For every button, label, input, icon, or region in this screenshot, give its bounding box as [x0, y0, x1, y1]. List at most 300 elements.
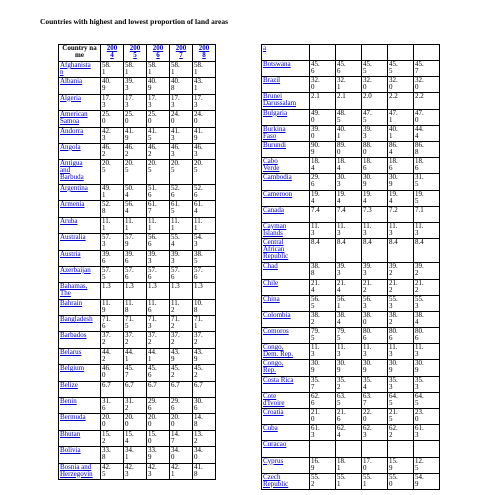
- value-cell: 1.3: [170, 283, 193, 299]
- country-cell[interactable]: [262, 222, 310, 238]
- table-row: [59, 62, 216, 78]
- value-cell: 20. 5: [124, 160, 147, 185]
- country-cell[interactable]: [262, 360, 310, 376]
- country-cell[interactable]: [59, 143, 101, 159]
- value-cell: 20. 0: [101, 414, 124, 430]
- value-cell: 32. 0: [310, 77, 336, 93]
- country-link[interactable]: Belgium: [60, 364, 85, 373]
- value-cell: 42. 3: [124, 463, 147, 479]
- table-row: [59, 234, 216, 250]
- value-cell: 40. 1: [336, 125, 362, 141]
- value-cell: 11. 3: [414, 344, 440, 360]
- value-cell: 23. 0: [414, 409, 440, 425]
- country-cell[interactable]: [59, 201, 101, 217]
- value-cell: 56. 1: [336, 295, 362, 311]
- year-link[interactable]: 200 6: [152, 44, 164, 59]
- value-cell: 19. 4: [388, 190, 414, 206]
- country-link[interactable]: Cote d'Ivoire: [263, 392, 285, 407]
- value-cell: 21. 2: [388, 279, 414, 295]
- country-cell[interactable]: [262, 279, 310, 295]
- value-cell: 47. 1: [388, 109, 414, 125]
- value-cell: 35. 4: [362, 376, 388, 392]
- country-cell[interactable]: [262, 174, 310, 190]
- country-link[interactable]: Burkina Faso: [263, 125, 286, 140]
- country-link[interactable]: Aruba: [60, 217, 78, 225]
- value-cell: 13. 2: [193, 430, 216, 446]
- table-row: [262, 409, 440, 425]
- value-cell: 80. 6: [362, 328, 388, 344]
- value-cell: 11. 1: [147, 217, 170, 233]
- value-cell: 46. 3: [193, 143, 216, 159]
- value-cell: 90. 9: [310, 141, 336, 157]
- country-link[interactable]: Austria: [60, 250, 81, 258]
- value-cell: 44. 2: [101, 348, 124, 364]
- value-cell: 11. 3: [310, 344, 336, 360]
- value-cell: 16. 9: [310, 457, 336, 473]
- country-cell[interactable]: [59, 250, 101, 266]
- country-link[interactable]: Bolivia: [60, 446, 81, 455]
- country-link[interactable]: Congo, Dem. Rep.: [263, 343, 294, 359]
- value-cell: 7.3: [362, 206, 388, 222]
- table-row: [59, 463, 216, 479]
- table-row: [59, 143, 216, 159]
- table-row: [59, 299, 216, 315]
- table-row: [59, 160, 216, 185]
- value-cell: 40. 1: [388, 125, 414, 141]
- value-cell: 35. 7: [310, 376, 336, 392]
- value-cell: 39. 2: [388, 263, 414, 279]
- value-cell: 32. 0: [388, 77, 414, 93]
- table-row: [59, 111, 216, 127]
- country-link[interactable]: Algeria: [60, 94, 81, 102]
- country-link[interactable]: Azerbaijan: [60, 266, 91, 274]
- value-cell: 10. 8: [193, 299, 216, 315]
- year-link[interactable]: 200 8: [198, 44, 210, 59]
- value-cell: 21. 2: [362, 279, 388, 295]
- country-cell[interactable]: [262, 61, 310, 77]
- table-row: [262, 239, 440, 263]
- value-cell: 35. 2: [336, 376, 362, 392]
- table-row: [59, 283, 216, 299]
- table-row: [59, 266, 216, 282]
- country-link[interactable]: Curacao: [263, 440, 287, 449]
- value-cell: 50. 4: [124, 184, 147, 200]
- country-link[interactable]: Burundi: [263, 141, 286, 149]
- country-link[interactable]: Argentina: [60, 184, 88, 192]
- country-cell[interactable]: [59, 316, 101, 332]
- country-cell[interactable]: [262, 328, 310, 344]
- table-row: [59, 447, 216, 463]
- value-cell: 8.4: [414, 239, 440, 263]
- country-link[interactable]: Brunei Darussalam: [263, 92, 297, 108]
- country-cell[interactable]: [59, 365, 101, 381]
- table-row: [59, 365, 216, 381]
- value-cell: 39. 6: [124, 250, 147, 266]
- country-cell[interactable]: [262, 441, 310, 457]
- country-link[interactable]: Bosnia and Herzegovin: [60, 463, 93, 478]
- table-row: [262, 473, 440, 489]
- country-link[interactable]: Comoros: [263, 327, 289, 336]
- country-cell[interactable]: [59, 414, 101, 430]
- header-cell-text[interactable]: a: [263, 44, 267, 52]
- header-cell: [336, 45, 362, 61]
- country-link[interactable]: Costa Rica: [263, 376, 294, 384]
- value-cell: 89. 0: [336, 141, 362, 157]
- country-cell[interactable]: [262, 392, 310, 408]
- value-cell: 14. 7: [170, 430, 193, 446]
- country-cell[interactable]: [262, 93, 310, 109]
- value-cell: 42. 1: [170, 463, 193, 479]
- country-link[interactable]: Cabo Verde: [263, 157, 280, 173]
- value-cell: 57. 5: [101, 266, 124, 282]
- country-link[interactable]: Colombia: [263, 311, 291, 319]
- country-link[interactable]: Bhutan: [60, 430, 81, 438]
- value-cell: 7.4: [310, 206, 336, 222]
- country-link[interactable]: China: [263, 295, 280, 303]
- value-cell: 29. 6: [147, 398, 170, 414]
- table-row: [262, 328, 440, 344]
- value-cell: 55. 3: [388, 295, 414, 311]
- country-link[interactable]: Angola: [60, 143, 81, 151]
- value-cell: 48. 5: [336, 109, 362, 125]
- country-link[interactable]: Antigua and Barbuda: [60, 159, 84, 182]
- value-cell: 20. 5: [101, 160, 124, 185]
- value-cell: 63. 5: [336, 392, 362, 408]
- value-cell: 39. 3: [362, 263, 388, 279]
- country-cell[interactable]: [262, 409, 310, 425]
- value-cell: 7.4: [336, 206, 362, 222]
- value-cell: 31. 5: [414, 174, 440, 190]
- table-row: [262, 376, 440, 392]
- value-cell: 18. 4: [336, 158, 362, 174]
- value-cell: 21. 4: [310, 279, 336, 295]
- country-cell[interactable]: [59, 283, 101, 299]
- value-cell: 61. 7: [147, 201, 170, 217]
- value-cell: 80. 6: [414, 328, 440, 344]
- value-cell: 11. 3: [388, 222, 414, 238]
- year-link[interactable]: 200 5: [129, 44, 141, 59]
- table-row: [59, 348, 216, 364]
- value-cell: 79. 5: [310, 328, 336, 344]
- country-link[interactable]: American Samoa: [60, 110, 88, 126]
- value-cell: 47. 5: [362, 109, 388, 125]
- country-cell[interactable]: [262, 473, 310, 489]
- country-link[interactable]: Benin: [60, 397, 77, 406]
- value-cell: 71. 1: [193, 316, 216, 332]
- value-cell: 45. 2: [170, 365, 193, 381]
- table-row: [59, 78, 216, 94]
- value-cell: 21. 0: [310, 409, 336, 425]
- value-cell: 19. 5: [414, 190, 440, 206]
- country-cell[interactable]: [262, 158, 310, 174]
- value-cell: 61. 3: [310, 425, 336, 441]
- value-cell: 15. 4: [124, 430, 147, 446]
- table-row: [59, 398, 216, 414]
- country-link[interactable]: Chile: [263, 279, 279, 287]
- country-cell[interactable]: [262, 206, 310, 222]
- value-cell: 46. 3: [170, 143, 193, 159]
- country-link[interactable]: Bahrain: [60, 299, 83, 307]
- country-link[interactable]: Australia: [60, 233, 86, 242]
- country-cell[interactable]: [262, 141, 310, 157]
- value-cell: 11. 1: [101, 217, 124, 233]
- country-cell[interactable]: [262, 263, 310, 279]
- country-cell[interactable]: [262, 125, 310, 141]
- country-cell[interactable]: [262, 109, 310, 125]
- value-cell: 61. 5: [170, 201, 193, 217]
- country-cell[interactable]: [59, 62, 101, 78]
- value-cell: 86. 4: [388, 141, 414, 157]
- table-row: [262, 279, 440, 295]
- header-year[interactable]: [147, 45, 170, 62]
- country-cell[interactable]: [59, 160, 101, 185]
- country-link[interactable]: Croatia: [263, 408, 284, 417]
- value-cell: 56. 4: [124, 201, 147, 217]
- header-cell[interactable]: [262, 45, 310, 61]
- value-cell: 80. 6: [388, 328, 414, 344]
- value-cell: 11. 1: [170, 217, 193, 233]
- value-cell: 15. 2: [101, 430, 124, 446]
- country-link[interactable]: Cuba: [263, 424, 278, 433]
- country-cell[interactable]: [59, 217, 101, 233]
- value-cell: 20. 5: [193, 160, 216, 185]
- value-cell: 8.4: [310, 239, 336, 263]
- value-cell: 11. 2: [170, 299, 193, 315]
- value-cell: 1.3: [193, 283, 216, 299]
- table-row: [262, 263, 440, 279]
- value-cell: 38. 0: [362, 311, 388, 327]
- table-row: [262, 158, 440, 174]
- table-row: [262, 425, 440, 441]
- value-cell: 58. 1: [170, 62, 193, 78]
- value-cell: 6.7: [170, 381, 193, 397]
- value-cell: 86. 8: [414, 141, 440, 157]
- header-year[interactable]: [193, 45, 216, 62]
- value-cell: 39. 2: [414, 263, 440, 279]
- country-cell[interactable]: [262, 190, 310, 206]
- value-cell: 39. 3: [124, 78, 147, 94]
- country-cell[interactable]: [262, 311, 310, 327]
- value-cell: [310, 441, 336, 457]
- value-cell: 31. 6: [101, 398, 124, 414]
- value-cell: 21. 5: [388, 409, 414, 425]
- country-link[interactable]: Bangladesh: [60, 315, 93, 324]
- value-cell: 52. 6: [170, 184, 193, 200]
- value-cell: 2.1: [336, 93, 362, 109]
- value-cell: 43. 1: [193, 78, 216, 94]
- value-cell: 51. 6: [147, 184, 170, 200]
- value-cell: 30. 6: [193, 398, 216, 414]
- country-cell[interactable]: [59, 463, 101, 479]
- value-cell: 41. 5: [147, 127, 170, 143]
- value-cell: 25. 0: [124, 111, 147, 127]
- country-link[interactable]: Chad: [263, 262, 278, 271]
- value-cell: 64. 5: [388, 392, 414, 408]
- table-row: [262, 222, 440, 238]
- value-cell: 56. 3: [362, 295, 388, 311]
- table-row: [59, 184, 216, 200]
- table-row: [59, 414, 216, 430]
- value-cell: 11. 3: [388, 344, 414, 360]
- value-cell: 8.4: [362, 239, 388, 263]
- value-cell: 38. 4: [414, 311, 440, 327]
- value-cell: 29. 6: [310, 174, 336, 190]
- value-cell: 55. 0: [388, 473, 414, 489]
- country-link[interactable]: Belarus: [60, 348, 82, 356]
- header-year[interactable]: [170, 45, 193, 62]
- country-link[interactable]: Cayman Islands: [263, 222, 287, 237]
- value-cell: 30. 3: [336, 174, 362, 190]
- country-cell[interactable]: [59, 111, 101, 127]
- value-cell: 38. 2: [388, 311, 414, 327]
- value-cell: 46. 0: [101, 365, 124, 381]
- table-row: [59, 381, 216, 397]
- table-row: [262, 344, 440, 360]
- country-cell[interactable]: [59, 234, 101, 250]
- value-cell: 57. 6: [193, 266, 216, 282]
- country-cell[interactable]: [59, 398, 101, 414]
- value-cell: 33. 8: [101, 447, 124, 463]
- value-cell: 46. 2: [124, 143, 147, 159]
- value-cell: 42. 3: [147, 463, 170, 479]
- value-cell: 11. 6: [147, 299, 170, 315]
- country-link[interactable]: Bulgaria: [263, 109, 288, 117]
- value-cell: 17. 3: [101, 94, 124, 110]
- value-cell: 18. 4: [310, 158, 336, 174]
- value-cell: 71. 6: [101, 316, 124, 332]
- country-cell[interactable]: [59, 94, 101, 110]
- country-link[interactable]: Andorra: [60, 127, 84, 135]
- header-year[interactable]: [124, 45, 147, 62]
- value-cell: 43. 9: [170, 348, 193, 364]
- value-cell: 40. 9: [101, 78, 124, 94]
- value-cell: 20. 0: [124, 414, 147, 430]
- value-cell: 57. 6: [124, 266, 147, 282]
- value-cell: 21. 2: [414, 279, 440, 295]
- header-cell: [310, 45, 336, 61]
- country-cell[interactable]: [59, 299, 101, 315]
- value-cell: 30. 9: [388, 360, 414, 376]
- value-cell: 39. 3: [147, 250, 170, 266]
- country-link[interactable]: Cameroon: [263, 190, 293, 198]
- country-link[interactable]: Bermuda: [60, 413, 86, 422]
- year-link[interactable]: 200 7: [175, 44, 187, 59]
- value-cell: 37. 2: [170, 332, 193, 348]
- country-cell[interactable]: [262, 376, 310, 392]
- year-link[interactable]: 200 4: [106, 44, 118, 59]
- land-area-table-right: [261, 44, 440, 490]
- header-row: [262, 45, 440, 61]
- country-cell[interactable]: [262, 239, 310, 263]
- value-cell: 44. 1: [147, 348, 170, 364]
- value-cell: 37. 2: [124, 332, 147, 348]
- value-cell: 1.3: [147, 283, 170, 299]
- table-row: [59, 332, 216, 348]
- country-link[interactable]: Czech Republic: [263, 473, 289, 488]
- country-cell[interactable]: [59, 184, 101, 200]
- value-cell: 2.0: [362, 93, 388, 109]
- value-cell: 18. 6: [388, 158, 414, 174]
- country-cell[interactable]: [59, 127, 101, 143]
- value-cell: 40. 8: [170, 78, 193, 94]
- value-cell: 40. 9: [147, 78, 170, 94]
- value-cell: 45. 7: [124, 365, 147, 381]
- country-link[interactable]: Brazil: [263, 76, 281, 85]
- table-row: [59, 430, 216, 446]
- country-cell[interactable]: [262, 77, 310, 93]
- country-link[interactable]: Barbados: [60, 331, 87, 340]
- value-cell: 24. 0: [193, 111, 216, 127]
- value-cell: 34. 1: [124, 447, 147, 463]
- value-cell: 57. 3: [101, 234, 124, 250]
- value-cell: 38. 8: [310, 263, 336, 279]
- country-link[interactable]: Central African Republic: [263, 238, 289, 261]
- country-cell[interactable]: [262, 295, 310, 311]
- country-link[interactable]: Belize: [60, 381, 78, 389]
- country-cell[interactable]: [59, 266, 101, 282]
- value-cell: 62. 4: [336, 425, 362, 441]
- country-cell[interactable]: [59, 332, 101, 348]
- table-row: [59, 316, 216, 332]
- value-cell: [388, 441, 414, 457]
- country-link[interactable]: Botswana: [263, 60, 291, 68]
- value-cell: 71. 2: [170, 316, 193, 332]
- country-link[interactable]: Armenia: [60, 200, 85, 209]
- value-cell: 43. 9: [193, 348, 216, 364]
- value-cell: 11. 3: [362, 222, 388, 238]
- value-cell: 37. 2: [193, 332, 216, 348]
- header-cell: [388, 45, 414, 61]
- header-country: Country name: [59, 45, 101, 62]
- country-link[interactable]: Afghanista n: [60, 61, 91, 76]
- value-cell: 34. 0: [170, 447, 193, 463]
- country-cell[interactable]: [262, 344, 310, 360]
- table-row: [262, 141, 440, 157]
- value-cell: 38. 5: [193, 250, 216, 266]
- country-link[interactable]: Congo, Rep.: [263, 359, 284, 375]
- value-cell: [362, 441, 388, 457]
- country-link[interactable]: Cambodia: [263, 173, 292, 182]
- table-row: [262, 93, 440, 109]
- value-cell: 30. 9: [362, 360, 388, 376]
- table-row: [262, 360, 440, 376]
- value-cell: 32. 1: [336, 77, 362, 93]
- table-row: [262, 61, 440, 77]
- country-link[interactable]: Cyprus: [263, 457, 284, 465]
- country-cell[interactable]: [262, 457, 310, 473]
- value-cell: 62. 2: [388, 425, 414, 441]
- country-cell[interactable]: [59, 430, 101, 446]
- country-link[interactable]: Albania: [60, 77, 83, 86]
- country-cell[interactable]: [59, 348, 101, 364]
- country-cell[interactable]: [262, 425, 310, 441]
- value-cell: 45. 6: [310, 61, 336, 77]
- country-link[interactable]: Bahamas, The: [60, 282, 88, 298]
- value-cell: 52. 6: [193, 184, 216, 200]
- country-cell[interactable]: [59, 78, 101, 94]
- value-cell: 11. 8: [124, 299, 147, 315]
- country-link[interactable]: Canada: [263, 206, 284, 214]
- value-cell: 24. 0: [170, 111, 193, 127]
- value-cell: 35. 3: [388, 376, 414, 392]
- table-row: [262, 311, 440, 327]
- value-cell: 14. 8: [193, 414, 216, 430]
- value-cell: 7.2: [388, 206, 414, 222]
- header-year[interactable]: [101, 45, 124, 62]
- country-cell[interactable]: [59, 381, 101, 397]
- country-cell[interactable]: [59, 447, 101, 463]
- table-row: [59, 217, 216, 233]
